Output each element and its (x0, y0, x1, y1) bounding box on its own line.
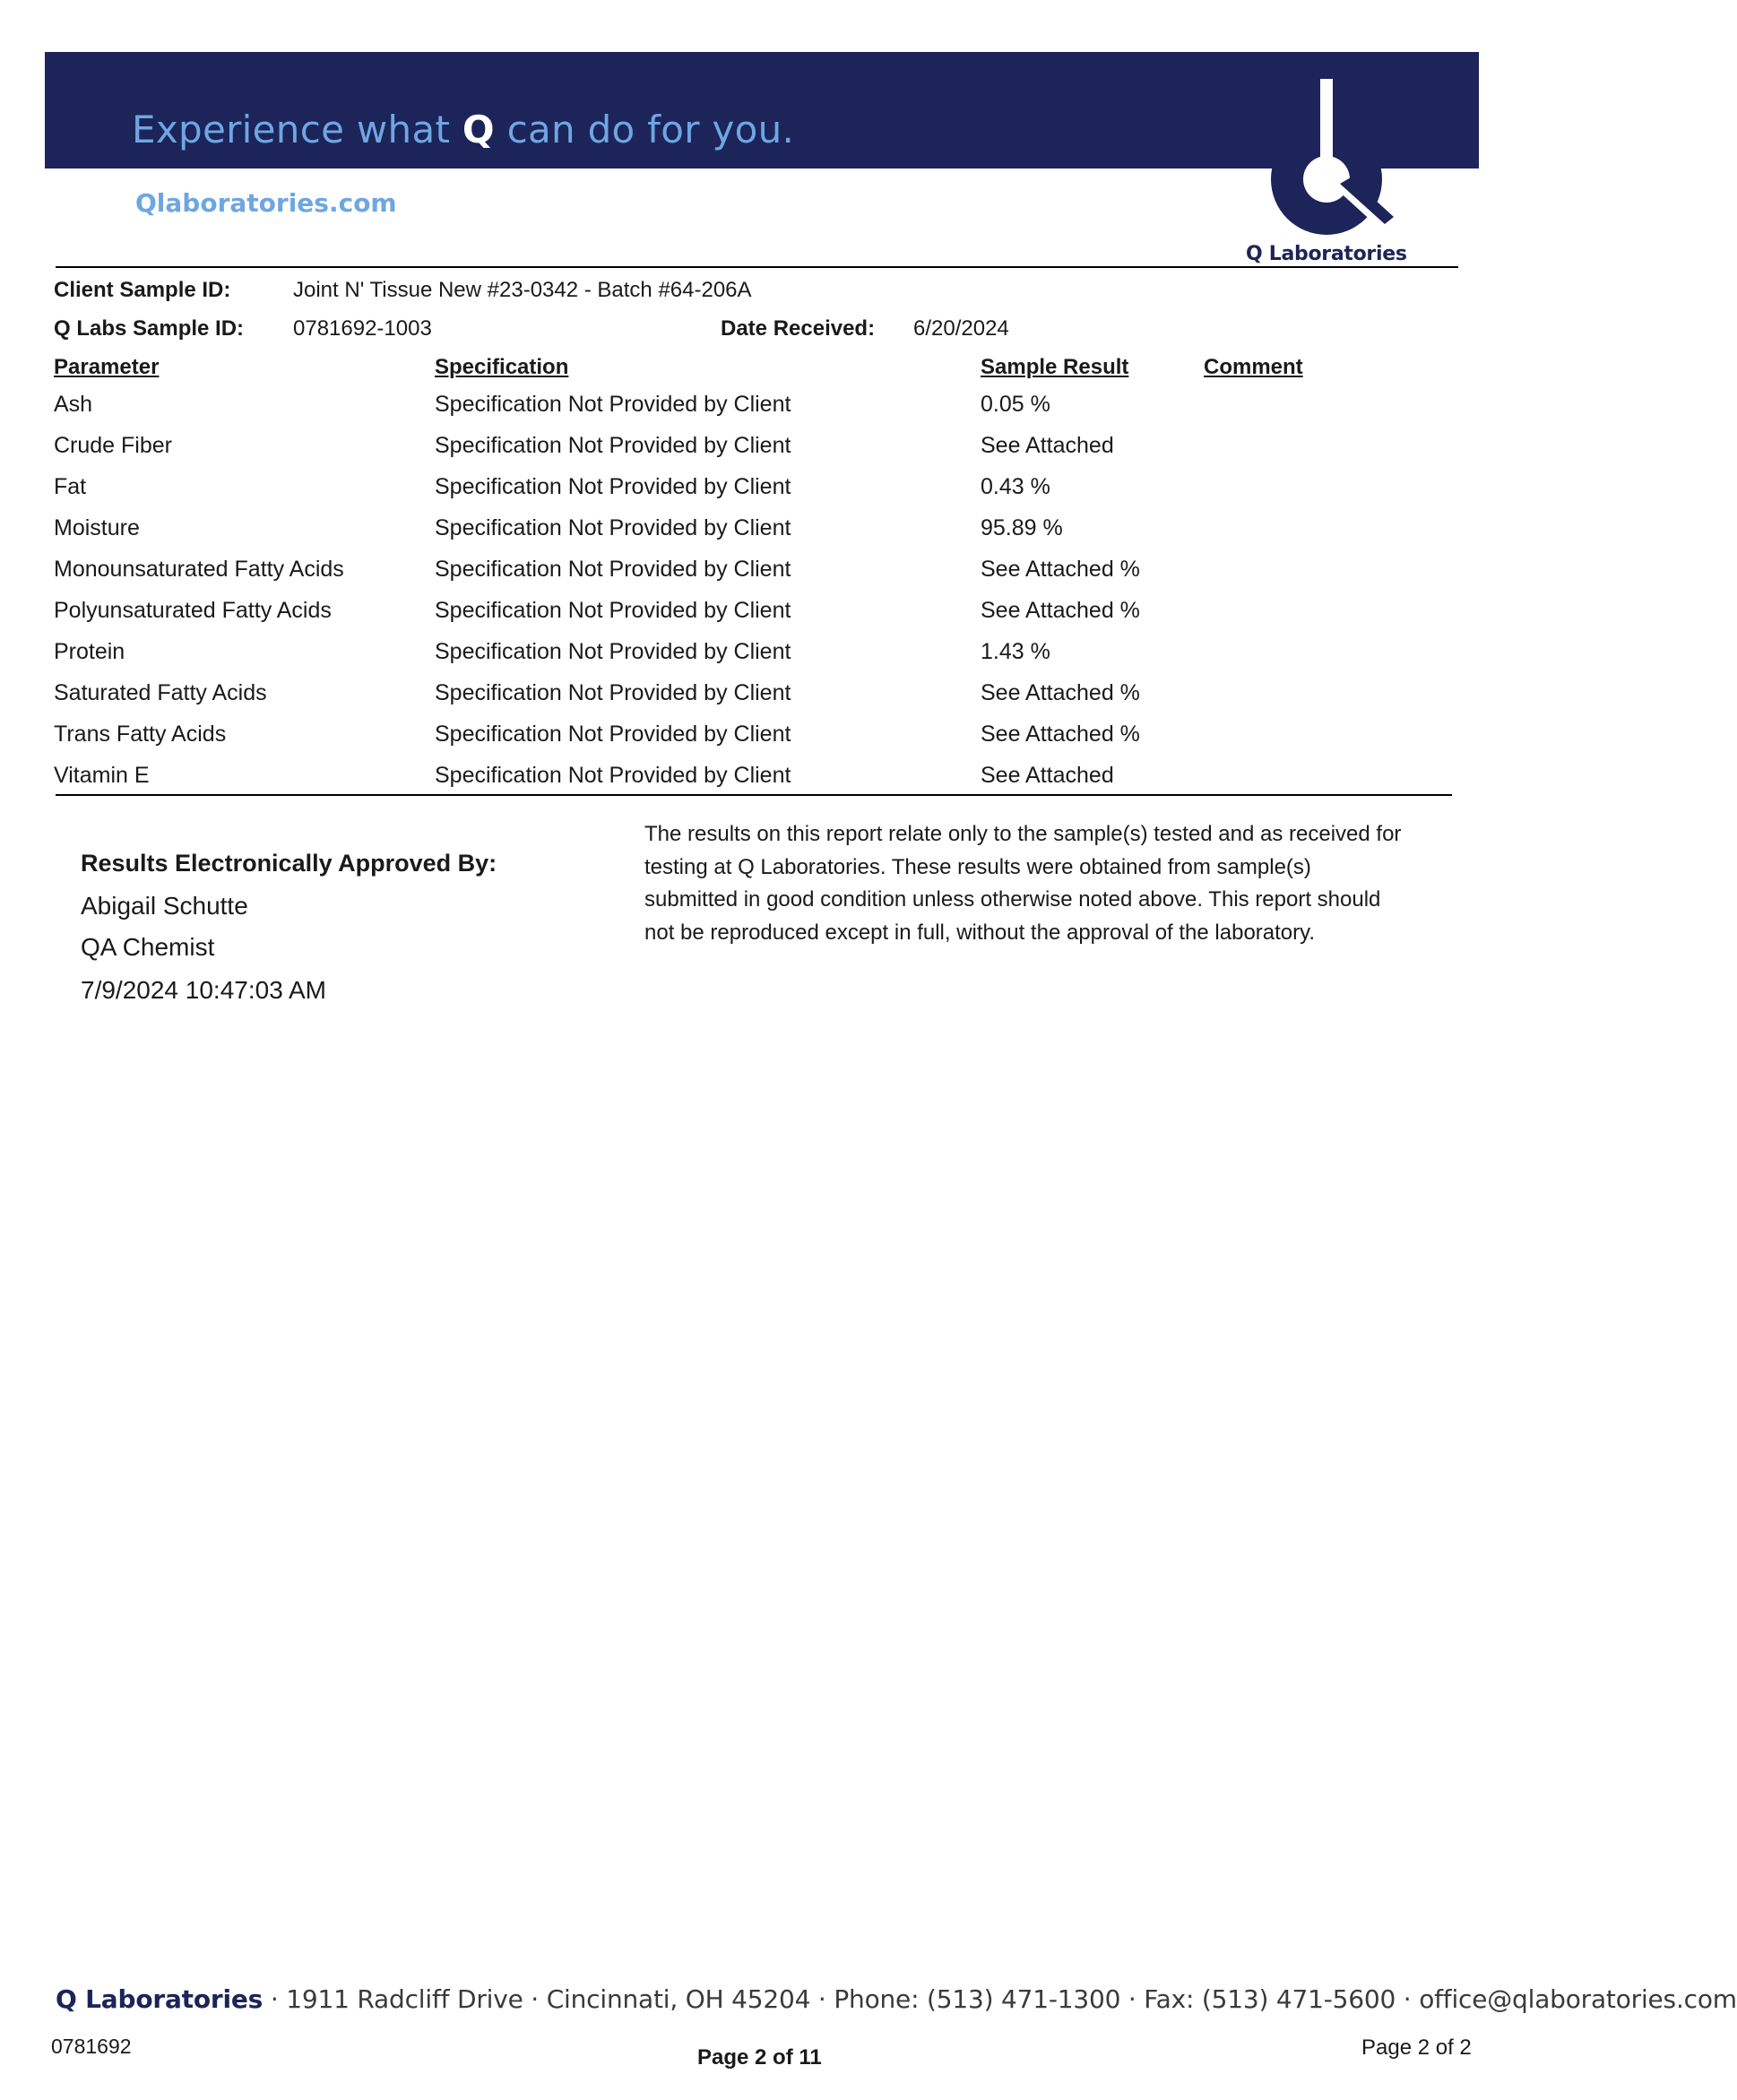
table-row (0, 557, 1524, 596)
cell-parameter: Trans Fatty Acids (54, 722, 227, 747)
cell-specification: Specification Not Provided by Client (435, 680, 791, 705)
cell-parameter: Crude Fiber (54, 433, 172, 458)
table-row (0, 598, 1524, 637)
cell-parameter: Ash (54, 392, 93, 417)
table-divider (56, 794, 1452, 796)
header-divider (56, 266, 1458, 268)
cell-result: See Attached % (981, 680, 1140, 705)
cell-parameter: Vitamin E (54, 763, 150, 788)
website-link[interactable]: Qlaboratories.com (135, 188, 397, 218)
cell-parameter: Monounsaturated Fatty Acids (54, 557, 344, 582)
tagline-q-glyph: Q (462, 108, 495, 151)
disclaimer-text: The results on this report relate only to the sample(s) tested and as received for testing at Q Laboratories. These results were obtained from sample(s) submitted in good condition unless otherwise noted above. This report should not be reproduced except in full, without the approval of the laboratory. (644, 822, 1402, 945)
table-row (0, 433, 1524, 472)
cell-specification: Specification Not Provided by Client (435, 557, 791, 582)
tagline-text-after: can do for you. (494, 108, 795, 151)
table-row (0, 680, 1524, 720)
header-tagline (132, 108, 794, 151)
qlabs-sample-id-value: 0781692-1003 (293, 316, 432, 341)
footer-brand: Q Laboratories (56, 1984, 264, 2014)
cell-result: 1.43 % (981, 639, 1050, 664)
footer-page-local: Page 2 of 2 (1361, 2035, 1472, 2060)
column-header-specification: Specification (435, 355, 569, 379)
cell-parameter: Moisture (54, 515, 140, 540)
table-row (0, 392, 1524, 431)
logo-text: Q Laboratories (1246, 243, 1407, 265)
cell-specification: Specification Not Provided by Client (435, 474, 791, 499)
date-received-value: 6/20/2024 (913, 316, 1009, 341)
table-row (0, 722, 1524, 761)
cell-result: See Attached % (981, 722, 1140, 747)
cell-parameter: Protein (54, 639, 125, 664)
column-header-sample-result: Sample Result (981, 355, 1129, 379)
cell-parameter: Fat (54, 474, 87, 499)
cell-specification: Specification Not Provided by Client (435, 639, 791, 664)
table-row (0, 639, 1524, 678)
cell-result: See Attached (981, 433, 1114, 458)
client-sample-id-label: Client Sample ID: (54, 278, 231, 302)
qlabs-sample-id-label: Q Labs Sample ID: (54, 316, 245, 341)
cell-result: 0.05 % (981, 392, 1050, 417)
column-header-comment: Comment (1204, 355, 1303, 379)
approval-title: Results Electronically Approved By: (81, 850, 497, 877)
cell-specification: Specification Not Provided by Client (435, 722, 791, 747)
cell-specification: Specification Not Provided by Client (435, 763, 791, 788)
table-row (0, 474, 1524, 514)
column-header-parameter: Parameter (54, 355, 160, 379)
cell-result: See Attached % (981, 598, 1140, 623)
cell-parameter: Polyunsaturated Fatty Acids (54, 598, 332, 623)
cell-result: 0.43 % (981, 474, 1050, 499)
approver-role: QA Chemist (81, 933, 215, 961)
cell-specification: Specification Not Provided by Client (435, 433, 791, 458)
table-row (0, 763, 1524, 802)
cell-specification: Specification Not Provided by Client (435, 598, 791, 623)
client-sample-id-value: Joint N' Tissue New #23-0342 - Batch #64-206A (293, 278, 752, 302)
cell-parameter: Saturated Fatty Acids (54, 680, 267, 705)
cell-result: See Attached % (981, 557, 1140, 582)
footer-doc-id: 0781692 (51, 2035, 132, 2058)
tagline-text-before: Experience what (132, 108, 462, 151)
cell-specification: Specification Not Provided by Client (435, 515, 791, 540)
table-row (0, 515, 1524, 555)
footer-page-overall: Page 2 of 11 (697, 2045, 822, 2070)
cell-result: See Attached (981, 763, 1114, 788)
approver-name: Abigail Schutte (81, 892, 248, 920)
cell-specification: Specification Not Provided by Client (435, 392, 791, 417)
date-received-label: Date Received: (721, 316, 876, 341)
footer-address (56, 1984, 1737, 2014)
q-flask-logo-icon (1250, 72, 1403, 242)
footer-address-text: · 1911 Radcliff Drive · Cincinnati, OH 45204 · Phone: (513) 471-1300 · Fax: (513) 471-5600 · office@qlaboratories.com (263, 1984, 1737, 2014)
cell-result: 95.89 % (981, 515, 1063, 540)
approval-timestamp: 7/9/2024 10:47:03 AM (81, 976, 326, 1004)
